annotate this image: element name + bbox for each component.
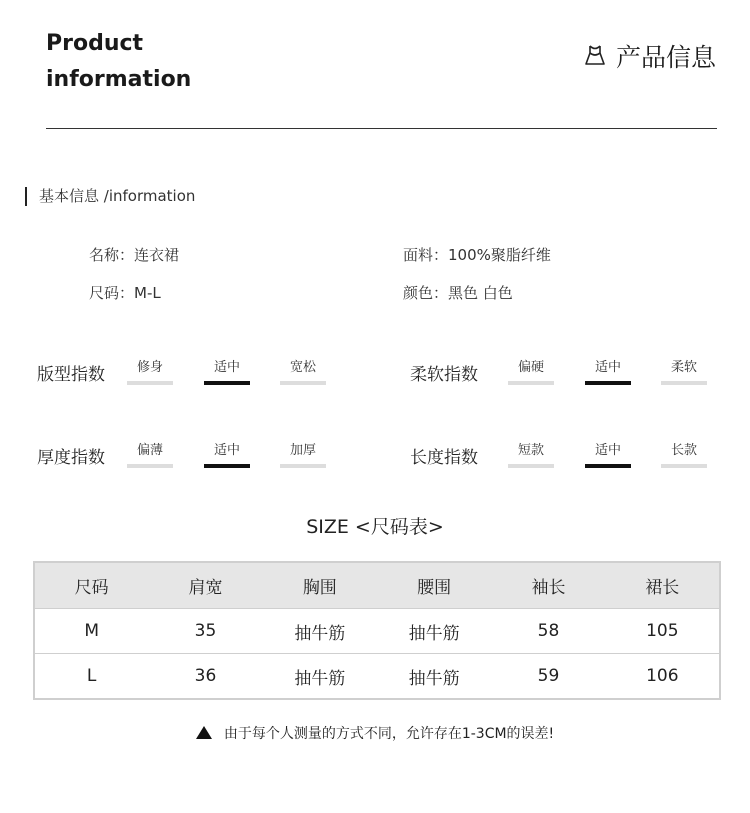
index-label-fit: 版型指数	[37, 365, 105, 385]
table-cell: 58	[491, 609, 605, 654]
table-header-row	[34, 562, 720, 609]
column-header: 尺码	[34, 562, 148, 609]
option-bar	[661, 381, 707, 385]
section-marker	[25, 187, 27, 206]
table-row	[34, 609, 720, 654]
option-bar-selected	[585, 381, 631, 385]
index-label-softness: 柔软指数	[410, 365, 478, 385]
title-english-line1: Product	[46, 31, 144, 56]
option-label: 加厚	[289, 443, 316, 458]
warning-triangle-icon	[196, 726, 212, 739]
index-option-thickness-1	[127, 443, 173, 468]
index-option-thickness-2	[204, 443, 250, 468]
info-fabric: 面料：100%聚脂纤维	[403, 246, 551, 264]
option-label: 适中	[594, 360, 621, 375]
column-header: 裙长	[606, 562, 720, 609]
index-option-fit-3	[280, 360, 326, 385]
option-bar-selected	[204, 464, 250, 468]
table-cell: 抽牛筋	[263, 654, 377, 700]
option-label: 宽松	[289, 360, 316, 375]
size-table-title: SIZE <尺码表>	[306, 516, 444, 538]
info-color: 颜色：黑色 白色	[403, 284, 513, 302]
column-header: 腰围	[377, 562, 491, 609]
title-chinese-text: 产品信息	[615, 43, 716, 72]
dress-outline-icon	[584, 44, 606, 68]
index-option-softness-1	[508, 360, 554, 385]
option-label: 修身	[136, 360, 163, 375]
option-label: 偏薄	[136, 443, 163, 458]
option-label: 适中	[213, 443, 240, 458]
size-table	[33, 561, 721, 700]
index-option-softness-3	[661, 360, 707, 385]
option-label: 适中	[213, 360, 240, 375]
option-label: 柔软	[670, 360, 697, 375]
option-bar	[508, 381, 554, 385]
table-cell: 35	[148, 609, 262, 654]
option-bar	[280, 464, 326, 468]
index-label-length: 长度指数	[410, 448, 478, 468]
option-bar	[127, 464, 173, 468]
table-cell: 36	[148, 654, 262, 700]
index-option-length-3	[661, 443, 707, 468]
option-bar	[280, 381, 326, 385]
table-row	[34, 654, 720, 700]
option-label: 适中	[594, 443, 621, 458]
title-english	[46, 26, 191, 98]
option-label: 偏硬	[517, 360, 544, 375]
header-divider	[46, 128, 717, 129]
option-bar-selected	[204, 381, 250, 385]
option-label: 短款	[517, 443, 544, 458]
index-option-fit-2	[204, 360, 250, 385]
measurement-note	[0, 724, 750, 744]
column-header: 肩宽	[148, 562, 262, 609]
column-header: 胸围	[263, 562, 377, 609]
table-cell: 59	[491, 654, 605, 700]
option-bar	[508, 464, 554, 468]
table-cell: 抽牛筋	[377, 654, 491, 700]
table-cell: L	[34, 654, 148, 700]
option-label: 长款	[670, 443, 697, 458]
index-option-length-2	[585, 443, 631, 468]
index-option-fit-1	[127, 360, 173, 385]
table-cell: 抽牛筋	[263, 609, 377, 654]
index-label-thickness: 厚度指数	[37, 448, 105, 468]
option-bar	[661, 464, 707, 468]
section-heading: 基本信息 /information	[39, 187, 196, 205]
column-header: 袖长	[491, 562, 605, 609]
table-cell: 105	[606, 609, 720, 654]
title-chinese	[584, 38, 716, 74]
option-bar	[127, 381, 173, 385]
table-cell: 抽牛筋	[377, 609, 491, 654]
index-option-softness-2	[585, 360, 631, 385]
info-size: 尺码：M-L	[89, 284, 161, 302]
info-name: 名称：连衣裙	[89, 246, 180, 264]
table-cell: M	[34, 609, 148, 654]
table-cell: 106	[606, 654, 720, 700]
index-option-length-1	[508, 443, 554, 468]
option-bar-selected	[585, 464, 631, 468]
index-option-thickness-3	[280, 443, 326, 468]
measurement-note-text: 由于每个人测量的方式不同，允许存在1-3CM的误差!	[223, 726, 555, 742]
title-english-line2: information	[46, 67, 192, 92]
